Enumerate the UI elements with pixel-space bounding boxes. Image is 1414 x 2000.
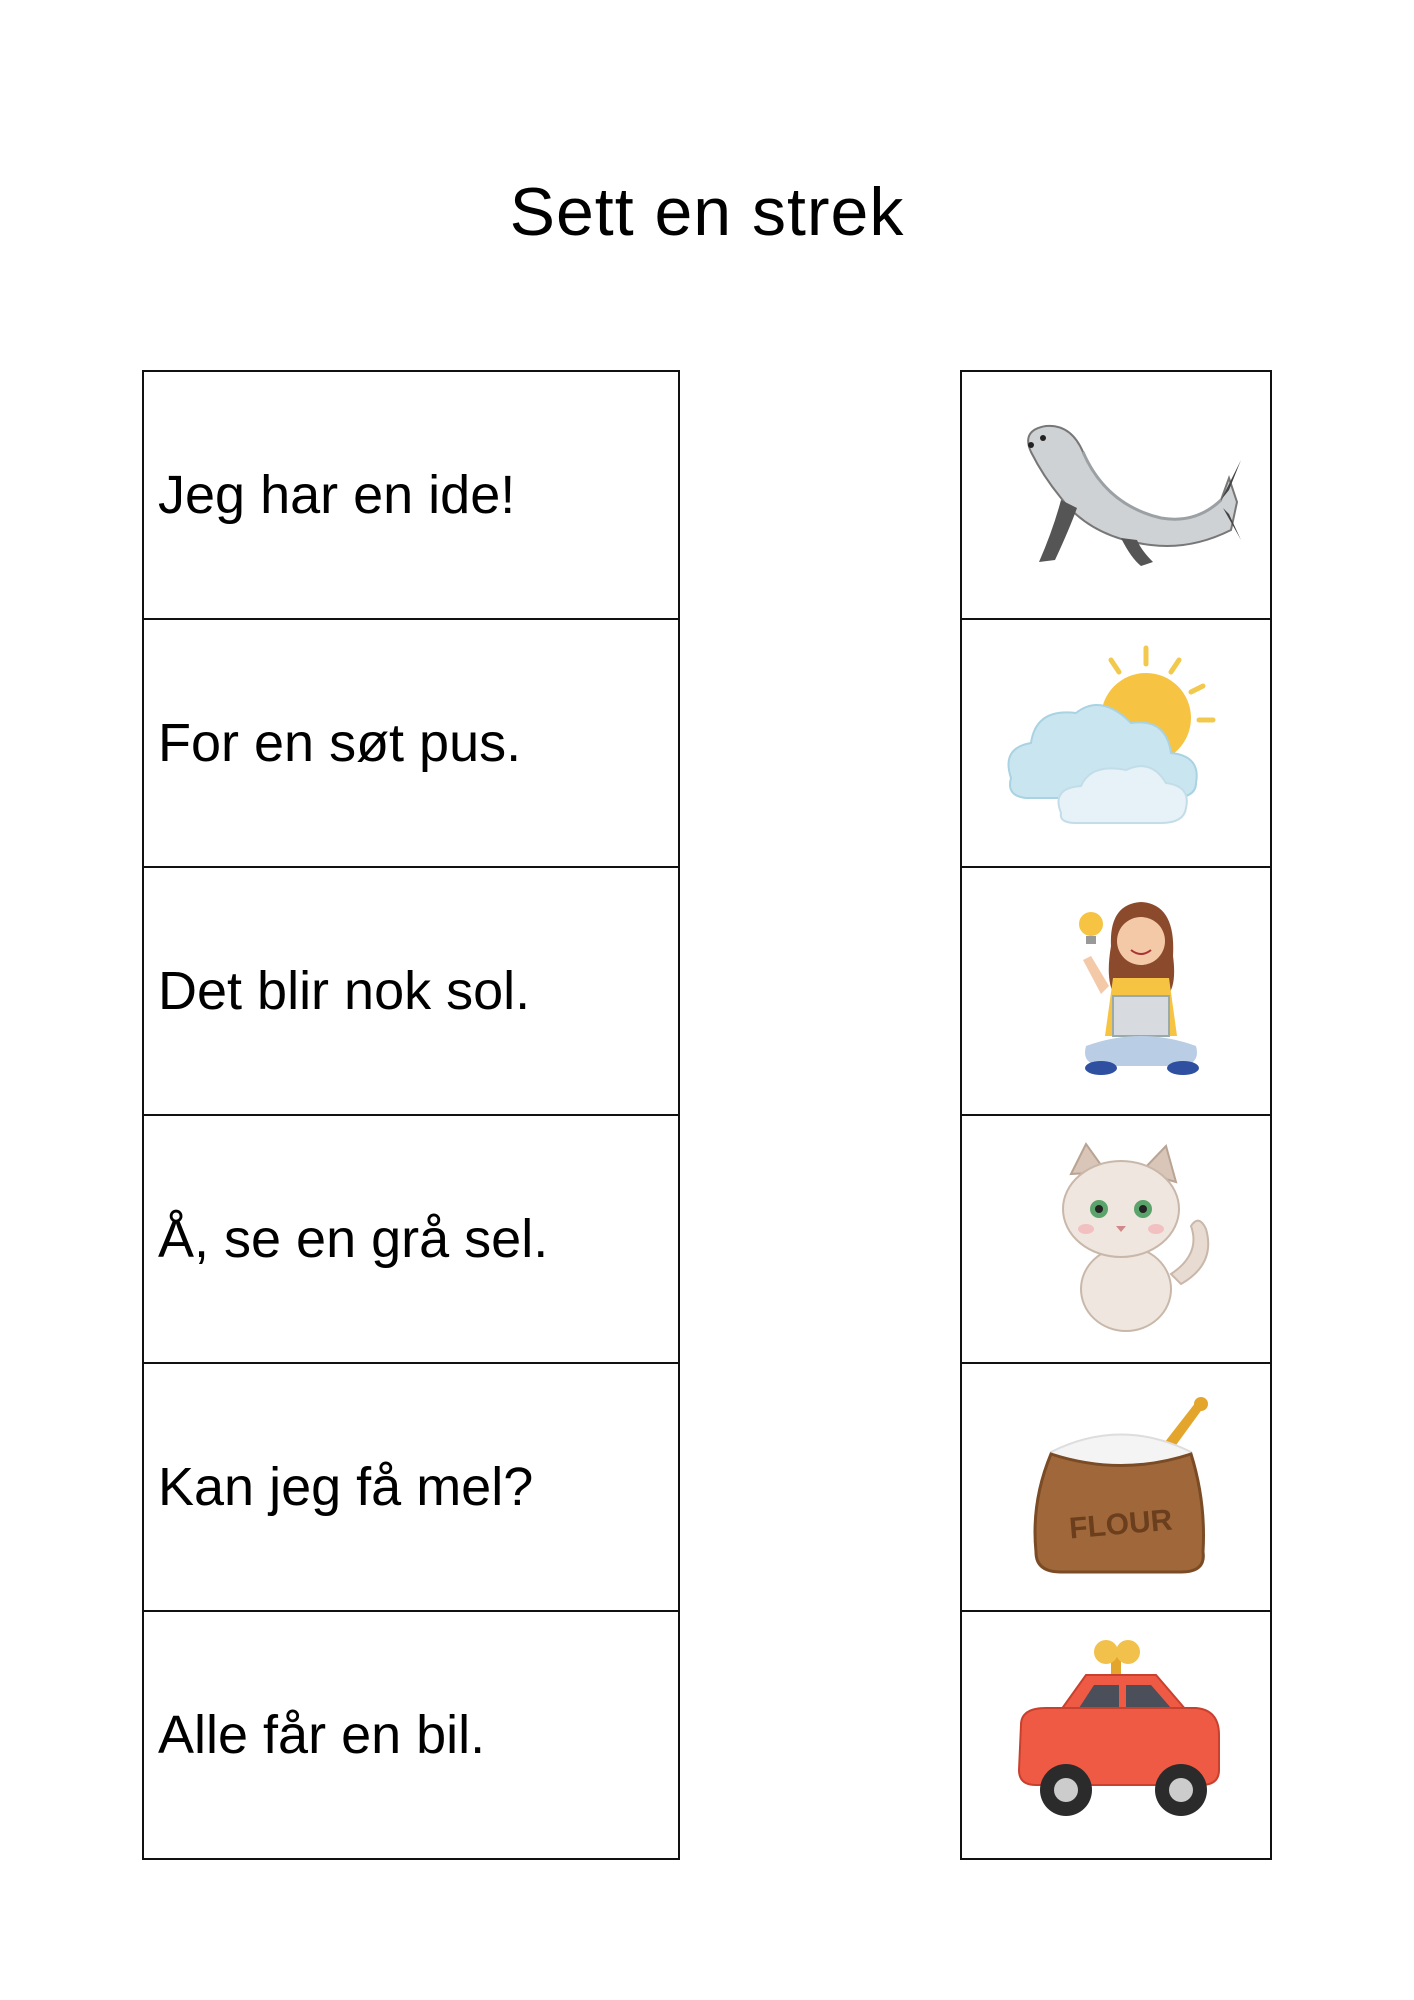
sentence-text: Jeg har en ide! — [158, 465, 516, 525]
picture-cell-seal[interactable] — [962, 372, 1270, 620]
picture-cell-sun-cloud[interactable] — [962, 620, 1270, 868]
picture-cell-kitten[interactable] — [962, 1116, 1270, 1364]
sun-cloud-icon — [991, 638, 1241, 848]
picture-cell-toy-car[interactable] — [962, 1612, 1270, 1858]
girl-idea-icon — [991, 886, 1241, 1096]
sentence-cell[interactable] — [144, 372, 678, 620]
sentence-text: Kan jeg få mel? — [158, 1457, 534, 1517]
sentence-cell[interactable] — [144, 868, 678, 1116]
flour-sack-label: FLOUR — [1067, 1503, 1174, 1546]
sentence-column — [142, 370, 680, 1860]
flour-sack-icon — [991, 1382, 1241, 1592]
sentence-text: Alle får en bil. — [158, 1705, 486, 1765]
sentence-cell[interactable] — [144, 1364, 678, 1612]
sentence-text: For en søt pus. — [158, 713, 522, 773]
kitten-icon — [991, 1134, 1241, 1344]
sentence-cell[interactable] — [144, 1116, 678, 1364]
sentence-cell[interactable] — [144, 1612, 678, 1858]
sentence-text: Å, se en grå sel. — [158, 1209, 549, 1269]
toy-car-icon — [991, 1630, 1241, 1840]
seal-icon — [991, 390, 1241, 600]
picture-cell-girl-idea[interactable] — [962, 868, 1270, 1116]
picture-cell-flour[interactable] — [962, 1364, 1270, 1612]
picture-column — [960, 370, 1272, 1860]
worksheet-title: Sett en strek — [509, 174, 905, 250]
sentence-text: Det blir nok sol. — [158, 961, 531, 1021]
sentence-cell[interactable] — [144, 620, 678, 868]
